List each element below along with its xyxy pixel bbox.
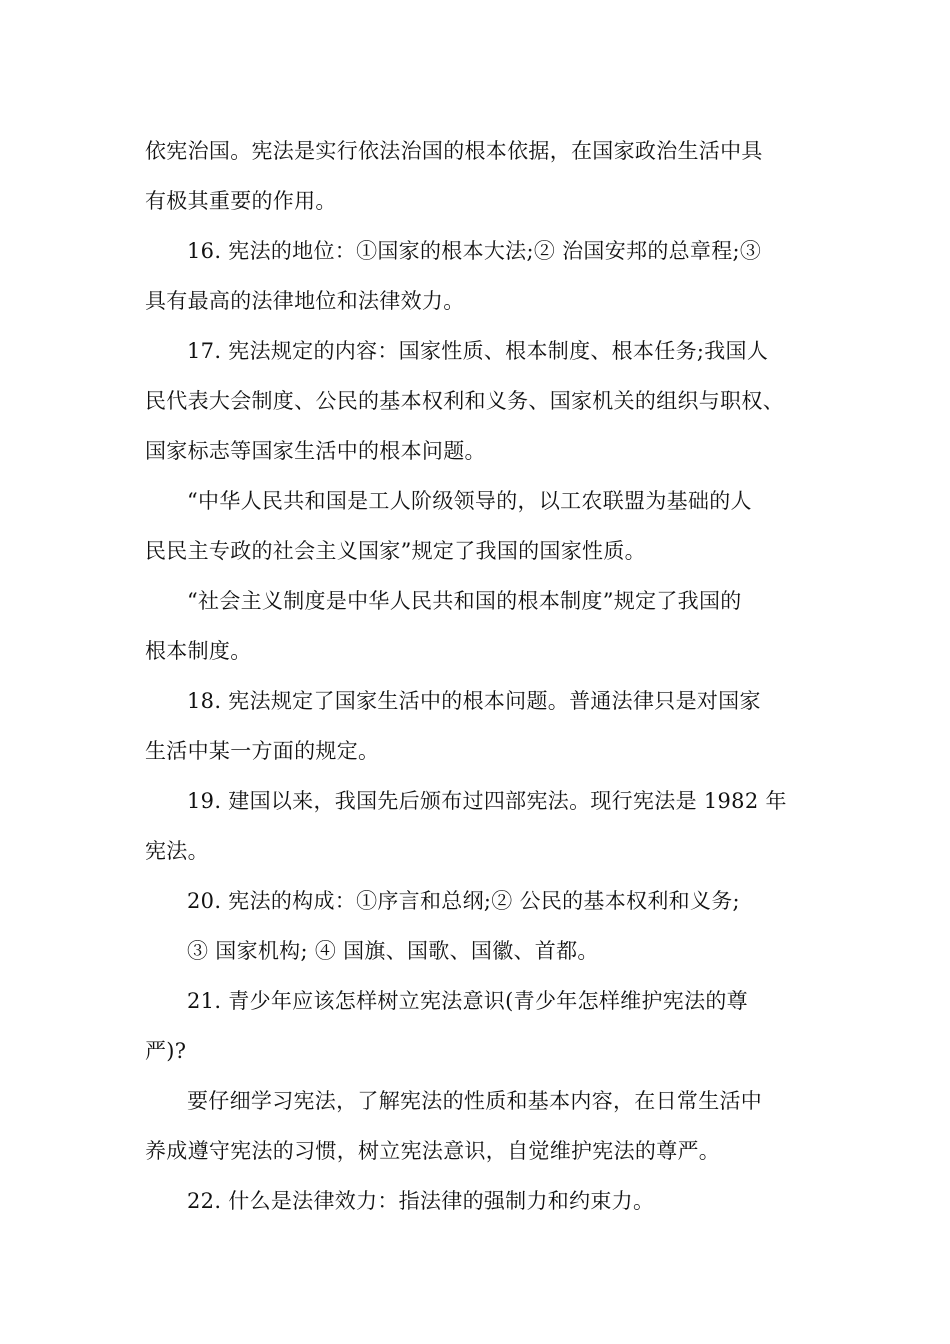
text-line: ③ 国家机构; ④ 国旗、国歌、国徽、首都。 bbox=[187, 939, 599, 963]
text-line: 要仔细学习宪法，了解宪法的性质和基本内容，在日常生活中 bbox=[187, 1089, 763, 1113]
text-line: 养成遵守宪法的习惯，树立宪法意识，自觉维护宪法的尊严。 bbox=[145, 1139, 721, 1163]
text-line: 20. 宪法的构成：①序言和总纲;② 公民的基本权利和义务; bbox=[187, 889, 740, 913]
text-line: 16. 宪法的地位：①国家的根本大法;② 治国安邦的总章程;③ bbox=[187, 239, 762, 263]
text-line: “社会主义制度是中华人民共和国的根本制度”规定了我国的 bbox=[187, 589, 742, 613]
text-line: 具有最高的法律地位和法律效力。 bbox=[145, 289, 465, 313]
text-line: 21. 青少年应该怎样树立宪法意识(青少年怎样维护宪法的尊 bbox=[187, 989, 748, 1013]
text-line: 19. 建国以来，我国先后颁布过四部宪法。现行宪法是 1982 年 bbox=[187, 789, 787, 813]
text-line: 18. 宪法规定了国家生活中的根本问题。普通法律只是对国家 bbox=[187, 689, 761, 713]
text-line: 22. 什么是法律效力：指法律的强制力和约束力。 bbox=[187, 1189, 655, 1213]
text-line: 宪法。 bbox=[145, 839, 209, 863]
text-line: 国家标志等国家生活中的根本问题。 bbox=[145, 439, 486, 463]
text-line: 民民主专政的社会主义国家”规定了我国的国家性质。 bbox=[145, 539, 646, 563]
text-line: 生活中某一方面的规定。 bbox=[145, 739, 380, 763]
text-line: 有极其重要的作用。 bbox=[145, 189, 337, 213]
text-line: 民代表大会制度、公民的基本权利和义务、国家机关的组织与职权、 bbox=[145, 389, 784, 413]
text-line: “中华人民共和国是工人阶级领导的，以工农联盟为基础的人 bbox=[187, 489, 752, 513]
text-line: 依宪治国。宪法是实行依法治国的根本依据，在国家政治生活中具 bbox=[145, 139, 763, 163]
text-line: 根本制度。 bbox=[145, 639, 252, 663]
text-line: 17. 宪法规定的内容：国家性质、根本制度、根本任务;我国人 bbox=[187, 339, 769, 363]
text-line: 严)? bbox=[145, 1039, 187, 1063]
